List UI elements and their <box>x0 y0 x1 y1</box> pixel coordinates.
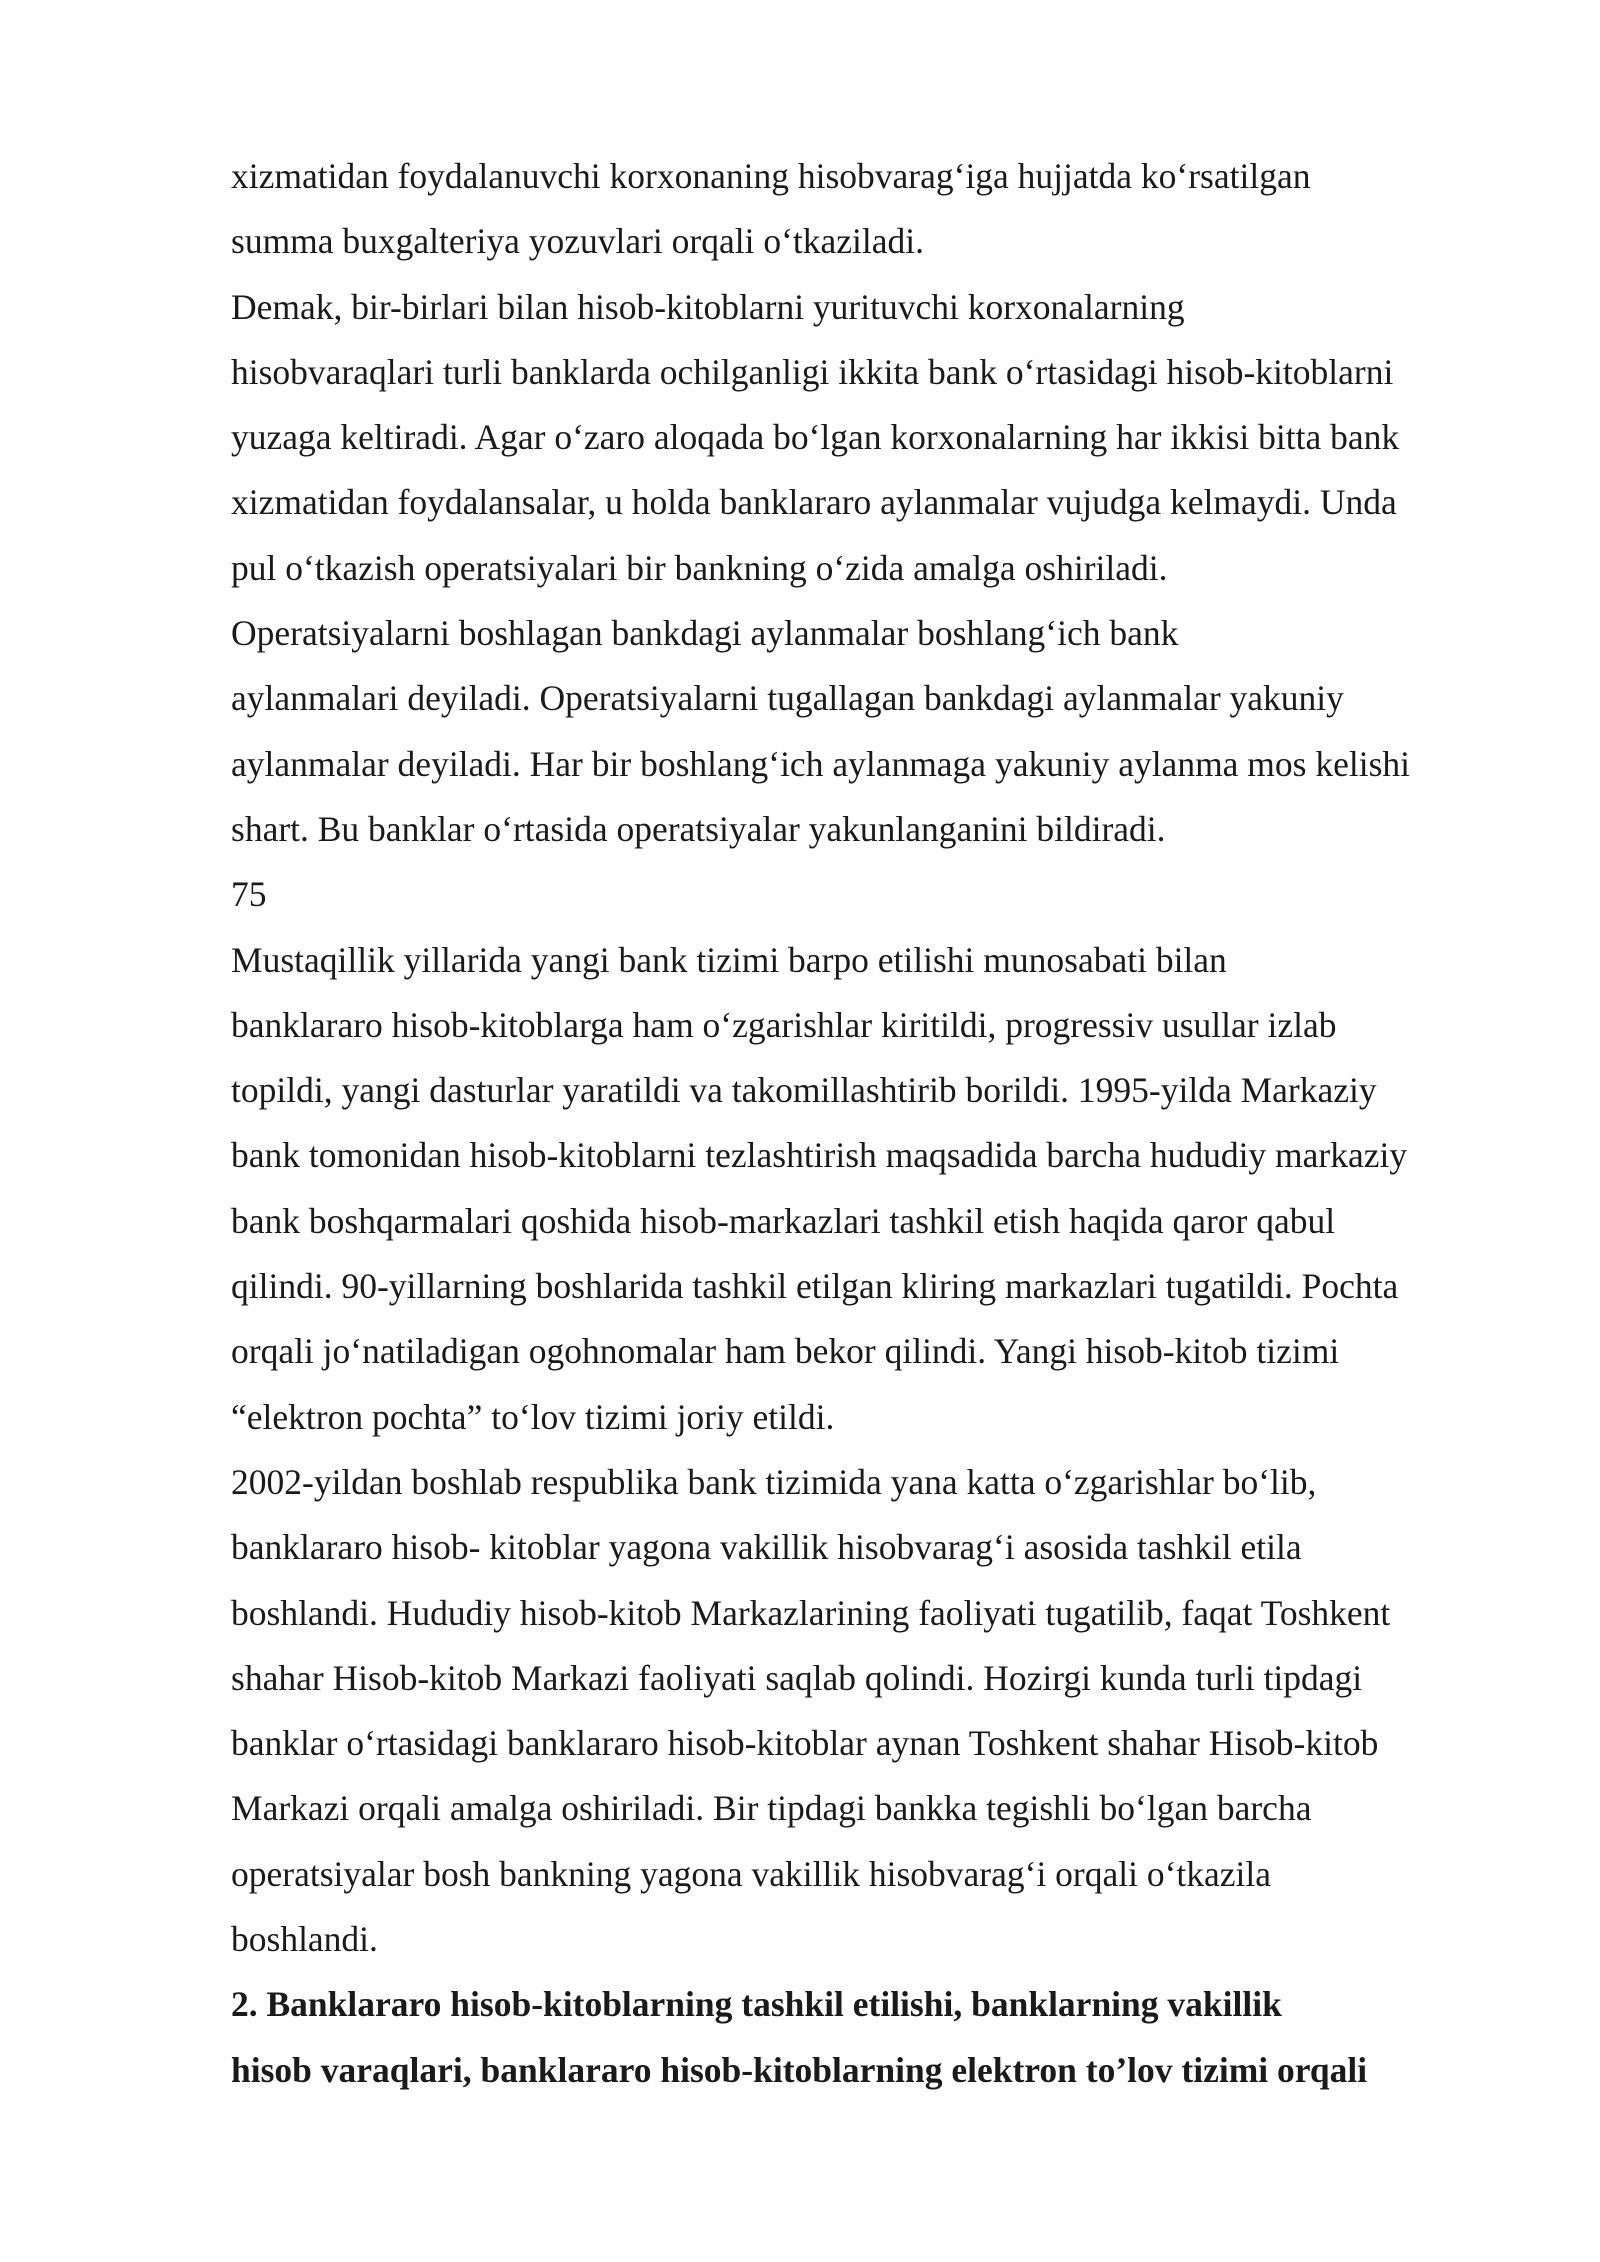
page-number: 75 <box>231 874 267 915</box>
section-heading-line: hisob varaqlari, banklararo hisob-kitoblarning elektron to’lov tizimi orqali <box>231 2049 1368 2090</box>
text-line: Demak, bir-birlari bilan hisob-kitoblarni yurituvchi korxonalarning <box>231 286 1185 327</box>
text-line: shahar Hisob-kitob Markazi faoliyati saqlab qolindi. Hozirgi kunda turli tipdagi <box>231 1657 1363 1698</box>
text-line: hisobvaraqlari turli banklarda ochilganligi ikkita bank o‘rtasidagi hisob-kitoblarni <box>231 351 1394 392</box>
text-line: “elektron pochta” to‘lov tizimi joriy etildi. <box>231 1396 835 1437</box>
text-line: Operatsiyalarni boshlagan bankdagi aylanmalar boshlang‘ich bank <box>231 613 1179 654</box>
text-line: operatsiyalar bosh bankning yagona vakillik hisobvarag‘i orqali o‘tkazila <box>231 1853 1272 1894</box>
text-line: aylanmalar deyiladi. Har bir boshlang‘ich aylanmaga yakuniy aylanma mos kelishi <box>231 743 1411 784</box>
document-body <box>231 144 1531 2103</box>
text-line: Markazi orqali amalga oshiriladi. Bir tipdagi bankka tegishli bo‘lgan barcha <box>231 1788 1312 1829</box>
text-line: topildi, yangi dasturlar yaratildi va takomillashtirib borildi. 1995-yilda Markaziy <box>231 1070 1377 1111</box>
text-line: shart. Bu banklar o‘rtasida operatsiyalar yakunlanganini bildiradi. <box>231 808 1166 849</box>
text-line: 2002-yildan boshlab respublika bank tizimida yana katta o‘zgarishlar bo‘lib, <box>231 1461 1317 1502</box>
text-line: banklar o‘rtasidagi banklararo hisob-kitoblar aynan Toshkent shahar Hisob-kitob <box>231 1723 1379 1764</box>
text-line: xizmatidan foydalanuvchi korxonaning hisobvarag‘iga hujjatda ko‘rsatilgan <box>231 156 1311 196</box>
text-line: yuzaga keltiradi. Agar o‘zaro aloqada bo‘lgan korxonalarning har ikkisi bitta bank <box>231 417 1400 458</box>
text-line: bank boshqarmalari qoshida hisob-markazlari tashkil etish haqida qaror qabul <box>231 1200 1336 1241</box>
text-line: xizmatidan foydalansalar, u holda banklararo aylanmalar vujudga kelmaydi. Unda <box>231 482 1397 523</box>
section-heading-line: 2. Banklararo hisob-kitoblarning tashkil etilishi, banklarning vakillik <box>231 1984 1282 2025</box>
text-line: banklararo hisob- kitoblar yagona vakillik hisobvarag‘i asosida tashkil etila <box>231 1527 1302 1568</box>
text-line: aylanmalari deyiladi. Operatsiyalarni tugallagan bankdagi aylanmalar yakuniy <box>231 678 1344 719</box>
text-line: qilindi. 90-yillarning boshlarida tashkil etilgan kliring markazlari tugatildi. Pochta <box>231 1266 1399 1307</box>
text-line: orqali jo‘natiladigan ogohnomalar ham bekor qilindi. Yangi hisob-kitob tizimi <box>231 1331 1340 1372</box>
text-line: boshlandi. Hududiy hisob-kitob Markazlarining faoliyati tugatilib, faqat Toshkent <box>231 1592 1391 1633</box>
text-line: pul o‘tkazish operatsiyalari bir bankning o‘zida amalga oshiriladi. <box>231 547 1168 588</box>
text-line: bank tomonidan hisob-kitoblarni tezlashtirish maqsadida barcha hududiy markaziy <box>231 1135 1408 1176</box>
text-line: Mustaqillik yillarida yangi bank tizimi barpo etilishi munosabati bilan <box>231 939 1227 980</box>
text-line: summa buxgalteriya yozuvlari orqali o‘tkaziladi. <box>231 221 925 262</box>
text-line: banklararo hisob-kitoblarga ham o‘zgarishlar kiritildi, progressiv usullar izlab <box>231 1004 1337 1045</box>
text-line: boshlandi. <box>231 1919 378 1960</box>
